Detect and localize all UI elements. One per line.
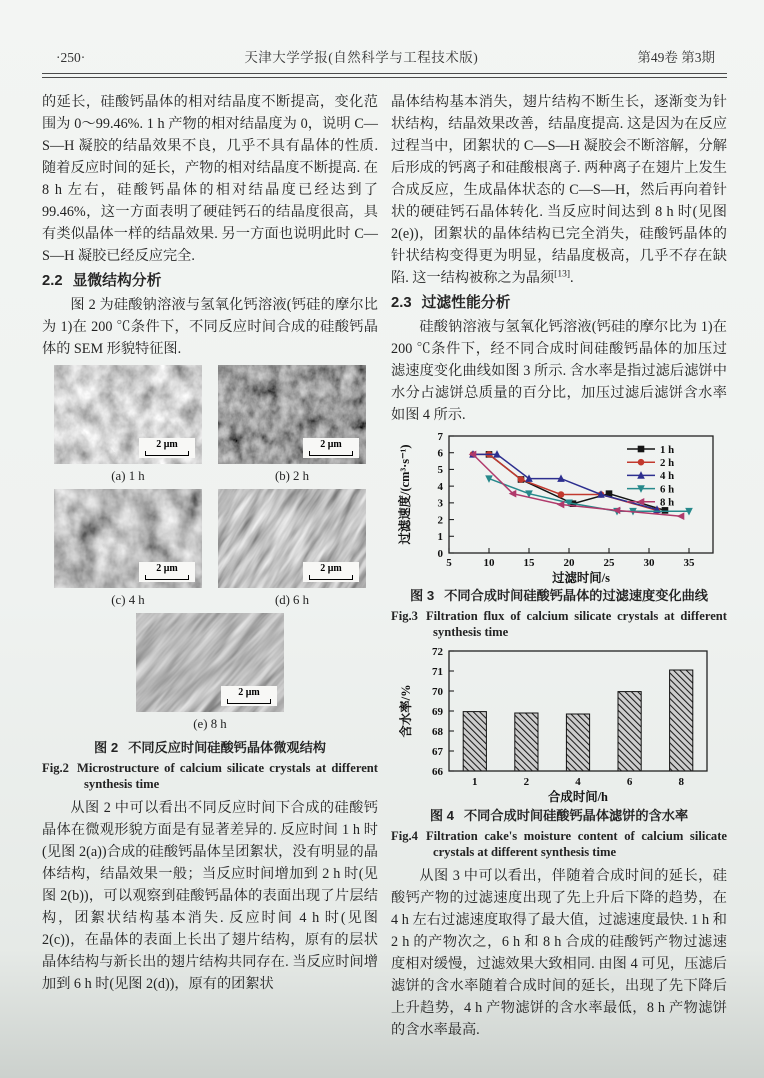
paragraph-fig34-intro: 硅酸钠溶液与氢氧化钙溶液(钙硅的摩尔比为 1)在 200 ℃条件下，经不同合成时间硅酸钙晶体的加压过滤速度变化曲线如图 3 所示. 含水率是指过滤后滤饼中水分占滤饼总质量的百分比，加压过滤后滤饼含水率如图 4 所示. [391, 319, 727, 423]
figure3-plot [393, 430, 725, 585]
svg-text:1 h: 1 h [660, 443, 675, 456]
svg-text:67: 67 [432, 745, 443, 758]
svg-text:4: 4 [575, 776, 581, 788]
sem-image-8h [136, 613, 284, 712]
header-double-rule [42, 73, 727, 78]
svg-text:1: 1 [472, 776, 478, 788]
sem-image-2h [218, 365, 366, 464]
section-heading-2-3: 2.3 过滤性能分析 [391, 295, 511, 311]
svg-text:2: 2 [523, 776, 530, 788]
svg-text:过滤时间/s: 过滤时间/s [552, 571, 610, 585]
sem-image-6h [218, 489, 366, 588]
svg-text:66: 66 [432, 765, 443, 778]
reference-13: [13] [554, 269, 570, 280]
section-heading-2-2: 2.2 显微结构分析 [42, 273, 162, 289]
sem-panel-a [54, 365, 202, 489]
figure3-caption-en: Fig.3 Filtration flux of calcium silicate crystals at different synthesis time [391, 609, 727, 639]
svg-text:72: 72 [432, 645, 443, 658]
sem-image-1h [54, 365, 202, 464]
svg-text:2: 2 [437, 514, 443, 527]
svg-text:25: 25 [603, 557, 615, 569]
scale-bar: 2 μm [221, 686, 277, 706]
figure4-plot [393, 645, 725, 805]
svg-text:2 h: 2 h [660, 457, 675, 469]
sem-panel-label: (e) 8 h [193, 717, 227, 731]
sem-panel-label: (d) 6 h [274, 593, 310, 607]
paragraph-crystallinity: 的延长，硅酸钙晶体的相对结晶度不断提高，变化范围为 0～99.46%. 1 h 产物的相对结晶度为 0，说明 C—S—H 凝胶的结晶效果不良，几乎不具有晶体的性质. 随着反应时间的延长，产物的相对结晶度不断提高. 在 8 h 左右，硅酸钙晶体的相对结晶度已经达到了 99.46%，这一方面表明了硬硅钙石的结晶度很高，具有类似晶体一样的结晶效果. 另一方面也说明此时 C—S—H 凝胶已经反应完全. [42, 94, 378, 264]
paragraph-needle-structure: 晶体结构基本消失，翅片结构不断生长，逐渐变为针状结构，结晶效果改善，结晶度提高. 这是因为在反应过程当中，团絮状的 C—S—H 凝胶会不断溶解，分解后形成的钙离子和硅酸根离子. 两种离子在翅片上发生合成反应，生成晶体状态的 C—S—H，然后再向着针状的硬硅钙石晶体转化. 当反应时间达到 8 h 时(见图 2(e))，团絮状的晶体结构已完全消失，硅酸钙晶体的针状结构变得更为明显，结晶度极高，几乎不存在缺陷. 这一结构被称之为晶须[13]. [391, 94, 727, 286]
svg-text:4 h: 4 h [660, 470, 675, 483]
scale-bar-line [309, 575, 353, 580]
figure4-caption-cn: 图 4 不同合成时间硅酸钙晶体滤饼的含水率 [429, 808, 689, 823]
scale-bar: 2 μm [303, 438, 359, 458]
svg-text:4: 4 [437, 480, 443, 493]
issue-info: 第49卷 第3期 [637, 50, 715, 65]
page-header [42, 46, 727, 66]
svg-text:8 h: 8 h [660, 496, 675, 509]
scale-bar: 2 μm [139, 562, 195, 582]
sem-image-4h [54, 489, 202, 588]
left-column [42, 91, 378, 1041]
sem-panel-b [218, 365, 366, 489]
scale-bar: 2 μm [139, 438, 195, 458]
svg-text:69: 69 [432, 705, 443, 718]
paragraph-fig2-discussion: 从图 2 中可以看出不同反应时间下合成的硅酸钙晶体在微观形貌方面是有显著差异的. 反应时间 1 h 时(见图 2(a))合成的硅酸钙晶体呈团絮状，没有明显的晶体结构，结晶效果一般；当反应时间增加到 2 h 时(见图 2(b))，可以观察到硅酸钙晶体的表面出现了片层结构，团絮状结构基本消失. 反应时间 4 h 时(见图 2(c))，在晶体的表面上长出了翅片结构，原有的层状晶体结构与新长出的翅片结构共同存在. 当反应时间增加到 6 h 时(见图 2(d))，原有的团絮状 [42, 800, 378, 992]
sem-panel-d [218, 489, 366, 613]
svg-text:20: 20 [563, 557, 575, 569]
scale-bar-line [227, 699, 271, 704]
scale-bar-line [145, 451, 189, 456]
svg-text:35: 35 [683, 557, 695, 569]
svg-text:0: 0 [437, 547, 443, 560]
journal-title: 天津大学学报(自然科学与工程技术版) [244, 50, 479, 65]
sem-panel-label: (a) 1 h [111, 469, 145, 483]
svg-text:1: 1 [437, 531, 443, 544]
svg-text:30: 30 [643, 557, 655, 569]
svg-text:6: 6 [626, 776, 633, 788]
right-column [391, 91, 727, 1041]
svg-text:过滤速度/(cm³·s⁻¹): 过滤速度/(cm³·s⁻¹) [398, 444, 412, 545]
svg-text:合成时间/h: 合成时间/h [548, 790, 608, 804]
paragraph-fig34-discussion: 从图 3 中可以看出，伴随着合成时间的延长，硅酸钙产物的过滤速度出现了先上升后下降的趋势，在 4 h 左右过滤速度取得了最大值，过滤速度最快. 1 h 和 2 h 的产物次之，6 h 和 8 h 合成的硅酸钙产物过滤速度相对缓慢，过滤效果大致相同. 由图 4 可见，压滤后滤饼的含水率随着合成时间的延长，出现了先下降后上升趋势，4 h 产物滤饼的含水率最低，8 h 产物滤饼的含水率最高. [391, 868, 727, 1038]
svg-text:3: 3 [437, 497, 443, 510]
page-number: ·250· [56, 50, 86, 65]
svg-text:70: 70 [432, 685, 443, 698]
scale-bar-line [309, 451, 353, 456]
paragraph-fig2-intro: 图 2 为硅酸钠溶液与氢氧化钙溶液(钙硅的摩尔比为 1)在 200 ℃条件下，不同反应时间合成的硅酸钙晶体的 SEM 形貌特征图. [42, 297, 378, 357]
scale-bar: 2 μm [303, 562, 359, 582]
sem-panel-e [136, 613, 284, 737]
svg-text:含水率/%: 含水率/% [399, 684, 413, 738]
figure3-caption-cn: 图 3 不同合成时间硅酸钙晶体的过滤速度变化曲线 [410, 588, 708, 603]
sem-panel-c [54, 489, 202, 613]
svg-text:6 h: 6 h [660, 483, 675, 496]
figure2-panel-grid [54, 365, 366, 737]
figure2-caption-cn: 图 2 不同反应时间硅酸钙晶体微观结构 [94, 740, 326, 755]
scale-bar-line [145, 575, 189, 580]
figure4-caption-en: Fig.4 Filtration cake's moisture content of calcium silicate crystals at different synthesis time [391, 829, 727, 859]
svg-text:5: 5 [437, 464, 443, 477]
figure2-caption-en: Fig.2 Microstructure of calcium silicate crystals at different synthesis time [42, 761, 378, 791]
svg-text:71: 71 [432, 665, 443, 678]
svg-text:8: 8 [678, 776, 684, 788]
svg-text:68: 68 [432, 725, 443, 738]
sem-panel-label: (c) 4 h [111, 593, 145, 607]
sem-panel-label: (b) 2 h [274, 469, 310, 483]
svg-text:5: 5 [446, 557, 452, 569]
svg-text:7: 7 [437, 430, 443, 443]
svg-text:6: 6 [437, 447, 443, 460]
svg-text:15: 15 [523, 557, 535, 569]
svg-text:10: 10 [483, 557, 495, 569]
